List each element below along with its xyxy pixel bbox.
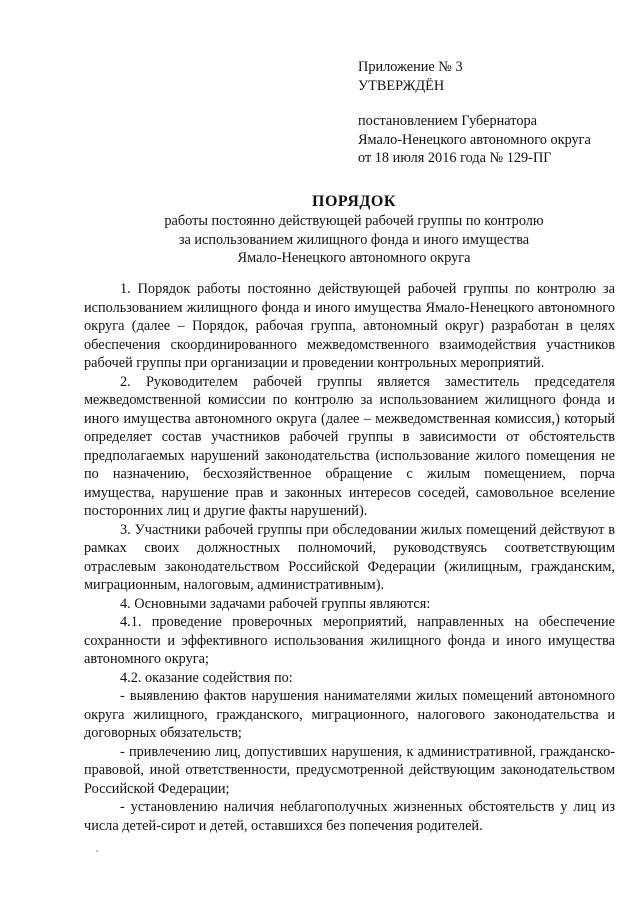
approval-line-2: Ямало-Ненецкого автономного округа [358, 131, 591, 148]
bullet-item-2: - привлечению лиц, допустивших нарушения, к административной, гражданско-правовой, иной ответственности, предусмотренной действующим законодательством Российской Федерации; [84, 743, 615, 797]
paragraph-4: 4. Основными задачами рабочей группы являются: [120, 595, 431, 612]
approval-block [358, 58, 618, 168]
document-heading [84, 192, 624, 268]
scan-speck [96, 850, 98, 852]
subtitle-line-3: Ямало-Ненецкого автономного округа [237, 250, 471, 266]
bullet-item-1: - выявлению фактов нарушения нанимателями жилых помещений автономного округа жилищного, гражданского, миграционного, налогового законодательства и договорных обязательств; [84, 688, 615, 741]
document-title: ПОРЯДОК [312, 193, 396, 210]
paragraph-3: 3. Участники рабочей группы при обследовании жилых помещений действуют в рамках своих должностных полномочий, руководствуясь соответствующим отраслевым законодательством Российской Федерации (жилищным, гражданским, миграционным, налоговым, административным). [84, 521, 615, 593]
bullet-item-3: - установлению наличия неблагополучных жизненных обстоятельств у лиц из числа детей-сирот и детей, оставшихся без попечения родителей. [84, 799, 615, 834]
approval-spacer [358, 95, 618, 112]
approval-line-1: постановлением Губернатора [358, 113, 537, 129]
subtitle-line-1: работы постоянно действующей рабочей группы по контролю [164, 213, 544, 229]
paragraph-2: 2. Руководителем рабочей группы является заместитель председателя межведомственной комиссии по контролю за использованием жилищного фонда и иного имущества автономного округа (далее – межведомственная комиссия,) который определяет состав участников рабочей группы в зависимости от обстоятельств предполагаемых нарушений законодательства (использование жилого помещения не по назначению, бесхозяйственное обращение с жилым помещением, порча имущества, нарушение прав и законных интересов соседей, самовольное вселение посторонних лиц и другие факты нарушений). [84, 373, 615, 519]
subtitle-line-2: за использованием жилищного фонда и иного имущества [178, 231, 530, 248]
approved-label: УТВЕРЖДЁН [358, 77, 445, 94]
document-body [84, 280, 615, 835]
paragraph-4-2: 4.2. оказание содействия по: [120, 669, 293, 686]
paragraph-1: 1. Порядок работы постоянно действующей рабочей группы по контролю за использованием жилищного фонда и иного имущества Ямало-Ненецкого автономного округа (далее – Порядок, рабочая группа, автономный округ) разработан в целях обеспечения скоординированного межведомственного взаимодействия участников рабочей группы при организации и проведении контрольных мероприятий. [84, 281, 615, 371]
paragraph-4-1: 4.1. проведение проверочных мероприятий, направленных на обеспечение сохранности и эффективного использования жилищного фонда и иного имущества автономного округа; [84, 614, 615, 667]
appendix-number: Приложение № 3 [358, 59, 463, 75]
approval-line-3: от 18 июля 2016 года № 129-ПГ [358, 150, 552, 166]
